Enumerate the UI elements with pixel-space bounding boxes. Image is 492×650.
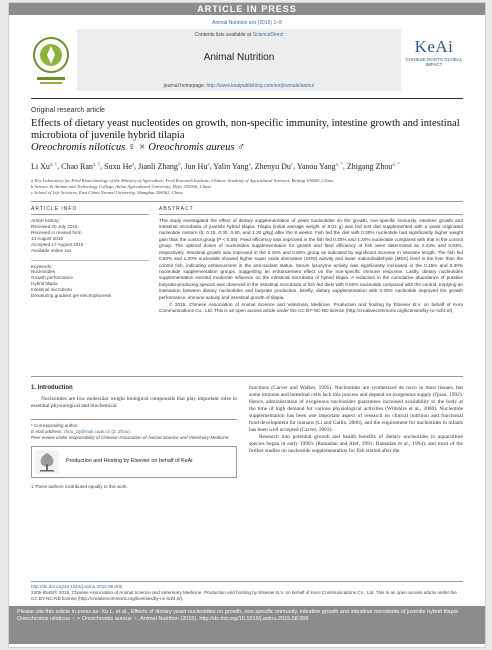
keai-logo [405, 37, 463, 85]
sciencedirect-link[interactable]: ScienceDirect [252, 32, 284, 38]
email-label: E-mail address: [31, 428, 64, 434]
affiliations [31, 178, 463, 196]
abstract-copyright: © 2015, Chinese Association of Animal Science and Veterinary Medicine. Production and hosting by Elsevier B.V. on behalf of KeAi Communications Co., Ltd. This is an open access article under the CC BY-NC-ND license (http://creativecommons.org/licenses/by-nc-nd/4.0/). [159, 301, 463, 314]
author-name[interactable]: Zhenyu Du$^c$ [254, 161, 294, 171]
author-name[interactable]: Li Xu$^{a, 1}$ [31, 161, 58, 171]
author-name[interactable]: Jun Hu$^a$ [184, 161, 210, 171]
doi-link[interactable]: http://dx.doi.org/10.1016/j.aninu.2015.08.006 [31, 584, 123, 589]
author-separator: , [57, 161, 62, 171]
animal-nutrition-logo-icon [31, 33, 71, 91]
article-type: Original research article [31, 107, 105, 114]
author-name[interactable]: Yalin Yang$^a$ [213, 161, 251, 171]
author-separator: , [209, 161, 214, 171]
info-abstract-row [31, 202, 463, 376]
author-affiliation-mark: a [131, 162, 135, 167]
article-title [31, 118, 463, 154]
history-label: Article history: [31, 217, 60, 223]
author-name[interactable]: Suxu He$^a$ [104, 161, 135, 171]
production-text: Production and Hosting by Elsevier on behalf of KeAi [66, 457, 193, 464]
journal-citation-link[interactable]: Animal Nutrition xxx (2015) 1–8 [212, 20, 282, 26]
introduction-left-text: Nucleotides are low molecular weight biological compounds that play important roles in essential physiological and biochemical [31, 395, 237, 409]
author-name[interactable]: Chao Ran$^{a, 1}$ [61, 161, 101, 171]
keai-tagline: CHINESE ROOTS GLOBAL IMPACT [405, 57, 463, 67]
corresponding-note: * Corresponding author. [31, 422, 79, 428]
affiliation-a: a Key Laboratory for Feed Biotechnology of the Ministry of Agriculture, Feed Research Institute, Chinese Academy of Agricultural Sciences, Beijing 100081, China [31, 177, 334, 183]
author-separator: , [250, 161, 255, 171]
journal-masthead [77, 29, 401, 91]
article-info [31, 206, 149, 299]
homepage-prefix: journal homepage: [163, 83, 207, 89]
please-cite-bar: Please cite this article in press as: Xu L, et al., Effects of dietary yeast nucleotides on growth, non-specific immunity, intestine growth and intestinal microbiota of juvenile hybrid tilapia Oreochromis niloticus ♀ × Oreochromis aureus ♂, Animal Nutrition (2015), http://dx.doi.org/10.1016/j.aninu.2015.08.006 [9, 606, 485, 644]
author-affiliation-mark: a [207, 162, 210, 167]
history-item: 14 August 2015 [31, 235, 63, 241]
contents-line [77, 32, 401, 38]
history-item: Available online xxx [31, 247, 72, 253]
keyword-item: Nucleotides [31, 268, 56, 274]
journal-title: Animal Nutrition [203, 52, 275, 63]
author-name[interactable]: Yanou Yang$^{a, *}$ [296, 161, 343, 171]
footnotes [31, 419, 237, 441]
article-in-press-banner: ARTICLE IN PRESS [9, 3, 485, 15]
author-affiliation-mark: c [290, 162, 294, 167]
author-affiliation-mark: a, * [335, 162, 343, 167]
body-left-column [31, 385, 237, 489]
author-name[interactable]: Jianli Zhang$^b$ [138, 161, 181, 171]
author-affiliation-mark: a, 1 [92, 162, 101, 167]
issn-line: 2405-6545/© 2015, Chinese Association of Animal Science and Veterinary Medicine. Production and hosting by Elsevier B.V. on behalf of KeAi Communications Co., Ltd. This is an open access article under the CC BY-NC-ND license (http://creativecommons.org/licenses/by-nc-nd/4.0/). [31, 590, 457, 601]
author-separator: , [342, 161, 347, 171]
article-info-heading: ARTICLE INFO [31, 206, 149, 215]
abstract-heading: ABSTRACT [159, 206, 463, 215]
contents-prefix: Contents lists available at [194, 32, 253, 38]
author-separator: , [100, 161, 105, 171]
peer-review-note: Peer review under responsibility of Chinese Association of Animal Science and Veterinary Medicine. [31, 434, 230, 440]
title-main: Effects of dietary yeast nucleotides on growth, non-specific immunity, intestine growth and intestinal microbiota of juvenile hybrid tilapia [31, 118, 460, 141]
author-separator: , [180, 161, 185, 171]
introduction-heading: 1. Introduction [31, 384, 73, 391]
keyword-item: Growth performance [31, 274, 73, 280]
journal-header [31, 29, 463, 95]
production-box [31, 446, 237, 478]
body-columns [31, 377, 463, 539]
keyword-item: Intestinal microbiota [31, 286, 72, 292]
author-affiliation-mark: a, * [392, 162, 400, 167]
affiliation-b: b Science & Animal and Technology College, Anhui Agricultural University, Hefei 230036, China [31, 183, 211, 189]
title-species: Oreochromis niloticus ♀ × Oreochromis aureus ♂ [31, 142, 246, 153]
homepage-link[interactable]: http://www.keaipublishing.com/en/journals/aninu/ [206, 83, 315, 89]
email-link[interactable]: zhou_zg@mail.caas.cn (Z. Zhou). [63, 428, 132, 434]
history-item: Received 20 July 2015 [31, 223, 78, 229]
history-item: Accepted 17 August 2015 [31, 241, 84, 247]
article-page [8, 2, 486, 648]
elsevier-tree-icon [35, 450, 59, 474]
header-rule [31, 98, 463, 99]
history-item: Received in revised form [31, 229, 82, 235]
keai-logo-text: KeAi [414, 37, 454, 56]
author-name[interactable]: Zhigang Zhou$^{a, *}$ [346, 161, 400, 171]
author-separator: , [293, 161, 297, 171]
keyword-item: Denaturing gradient gel electrophoresis [31, 292, 112, 298]
author-affiliation-mark: a [248, 162, 251, 167]
body-right-column [249, 385, 463, 455]
bottom-meta [31, 581, 463, 602]
abstract-section [159, 206, 463, 315]
keywords-label: Keywords: [31, 260, 149, 269]
author-affiliation-mark: b [177, 162, 181, 167]
author-list [31, 160, 463, 172]
keyword-item: Hybrid tilapia [31, 280, 58, 286]
abstract-text: This study investigated the effect of dietary supplementation of yeast nucleotides on the growth, non-specific immunity, intestine growth and intestinal microbiota of juvenile hybrid tilapia. Tilapia (initial average weight of 8.02 g) was fed test diet supplemented with a yeast originated nucleotide mixture (0, 0.15, 0.30, 0.60, and 1.20 g/kg) after the 8 weeks. Fish fed the diet with 0.30% nucleotide had significantly higher weight gain than the control group (P < 0.05). Feed efficiency was improved in the fish fed 0.30% and 1.20% nucleotide compared with that in the control group. The optimal doses of nucleotides supplementation for growth and feed efficiency of fish were determined as 0.43% and 0.83%, respectively. Intestinal growth was improved in the 0.15% and 0.60% group as indicated by significant increase in intestine length. The fish fed 0.60% and 1.20% nucleotide showed higher super oxide dismutase (SOD) activity and lower malondialdehyde (MDA) level in the liver than the control fish, indicating enhancement in the anti-oxidant status. Serum lysozyme activity was significantly increased in the 0.15% and 0.30% nucleotide supplementation groups, suggesting an enhancement effect on the non-specific immune response. Lastly, dietary nucleotides supplementation exerted moderate influence on the intestinal microbiota of hybrid tilapia. A reduction in the cumulative abundance of putative butyrate-producing species was observed in the intestinal microbiota of fish fed diets with 0.60% nucleotide compared with the control. Implying an interaction between dietary nucleotides and butyrate production. Briefly, dietary supplementation with 0.30% nucleotide improved the growth performance, immune activity and intestinal growth of tilapia. [159, 217, 463, 300]
author-separator: , [134, 161, 139, 171]
author-affiliation-mark: a, 1 [49, 162, 58, 167]
equal-contribution-note: 1 These authors contributed equally to this work. [31, 483, 128, 489]
introduction-right-text-2: Research into potential growth and health benefits of dietary nucleotides in aquaculture species began in early 1990's (Ramadan and Atef, 1991; Ramadan et al., 1994), and most of the further studies on nucleotide supplementation for fish started after the [249, 433, 463, 454]
homepage-line [77, 83, 401, 89]
affiliation-c: c School of Life Sciences, East China Normal University, Shanghai 200062, China [31, 189, 183, 195]
introduction-right-text-1: functions (Carver and Walker, 1995). Nucleotides are synthesized de novo in most tissues, but some immune and intestinal cells lack this process and depend on exogenous supply (Quan, 1992). Hence, administration of exogenous nucleotides guarantees increased availability to the body at the time of high demand for various physiological activities (Wiltshire et al., 2000). Nucleotide supplementation has been one important aspect of research on clinical nutrition and functional food development for humans (Li and Gatlin, 2006), and the requirement for nucleotides in infants has been well accepted (Carver, 2003). [249, 384, 463, 433]
